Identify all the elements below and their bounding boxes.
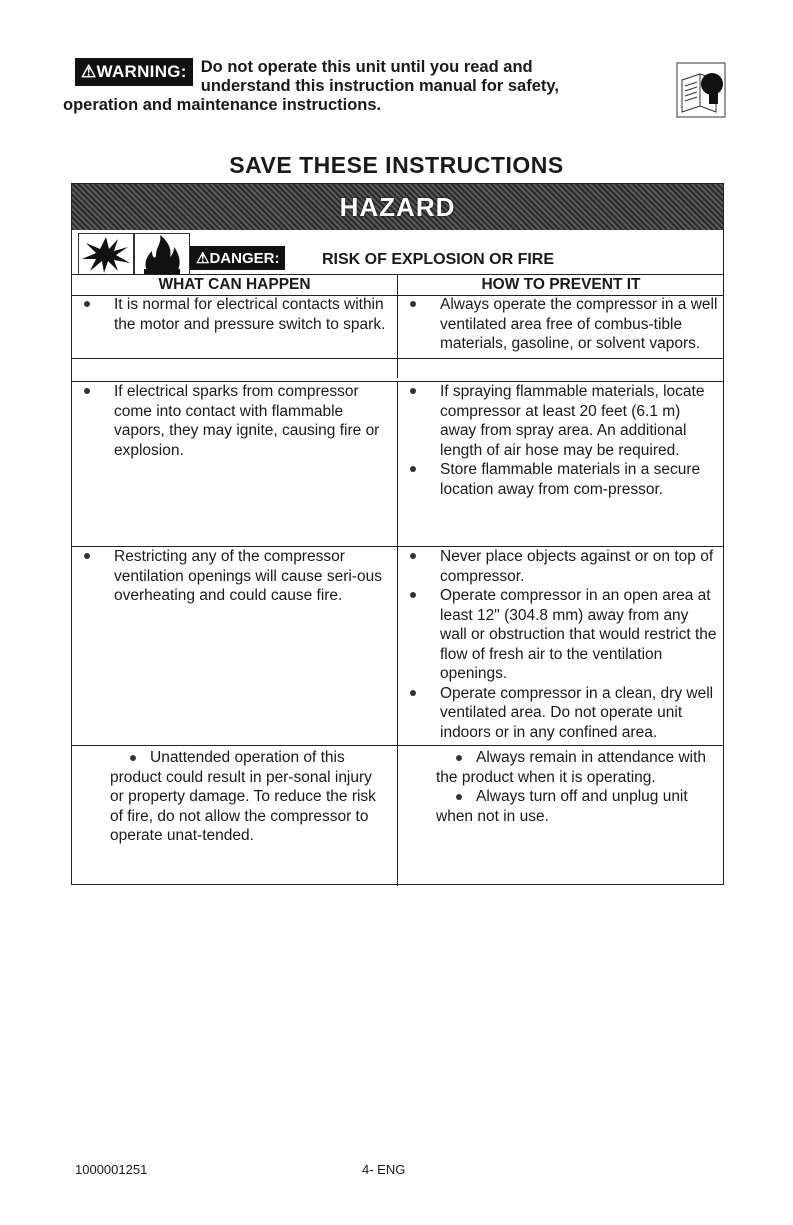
how-to-prevent-cell bbox=[397, 295, 724, 378]
list-item bbox=[72, 547, 397, 606]
table-row bbox=[72, 746, 723, 884]
paragraph bbox=[398, 787, 724, 826]
bullet-icon bbox=[456, 794, 462, 800]
paragraph bbox=[398, 748, 724, 787]
bullet-icon bbox=[456, 755, 462, 761]
column-header-how-to-prevent: HOW TO PREVENT IT bbox=[397, 274, 724, 296]
bullet-icon bbox=[410, 466, 416, 472]
hazard-banner-label: HAZARD bbox=[339, 192, 456, 222]
how-to-prevent-cell bbox=[397, 746, 724, 886]
list-item bbox=[398, 586, 724, 684]
list-item-text: Store flammable materials in a secure location away from com-pressor. bbox=[440, 461, 701, 498]
bullet-icon bbox=[84, 553, 90, 559]
list-item bbox=[398, 382, 724, 460]
warning-line-3: operation and maintenance instructions. bbox=[63, 96, 382, 114]
bullet-icon bbox=[410, 388, 416, 394]
hazard-table bbox=[71, 183, 724, 885]
danger-badge: ⚠DANGER: bbox=[190, 246, 285, 270]
warning-text bbox=[193, 58, 559, 96]
risk-title: RISK OF EXPLOSION OR FIRE bbox=[322, 251, 555, 268]
list-item-text: Operate compressor in an open area at least 12" (304.8 mm) away from any wall or obstruction that would restrict the flow of fresh air to the ventilation openings. bbox=[440, 587, 717, 682]
paragraph-text: Always turn off and unplug unit when not in use. bbox=[436, 788, 688, 825]
bullet-icon bbox=[84, 301, 90, 307]
bullet-icon bbox=[410, 553, 416, 559]
list-item bbox=[398, 547, 724, 586]
list-item-text: Never place objects against or on top of compressor. bbox=[440, 548, 714, 585]
list-item-text: It is normal for electrical contacts within the motor and pressure switch to spark. bbox=[114, 296, 386, 333]
how-to-prevent-cell bbox=[397, 547, 724, 745]
hazard-banner bbox=[72, 184, 723, 230]
what-can-happen-cell bbox=[72, 746, 397, 886]
warning-row bbox=[75, 58, 635, 96]
bullet-icon bbox=[130, 755, 136, 761]
what-can-happen-cell bbox=[72, 295, 397, 358]
bullet-icon bbox=[410, 690, 416, 696]
list-item bbox=[72, 295, 397, 334]
list-item-text: Always operate the compressor in a well ventilated area free of combus-tible materials, gasoline, or solvent vapors. bbox=[440, 296, 718, 352]
paragraph-text: Always remain in attendance with the product when it is operating. bbox=[436, 749, 707, 786]
warning-line-1: Do not operate this unit until you read and bbox=[200, 58, 533, 76]
how-to-prevent-cell bbox=[397, 382, 724, 546]
list-item bbox=[398, 684, 724, 743]
warning-block bbox=[63, 58, 635, 115]
fire-icon bbox=[134, 233, 190, 275]
document-number: 1000001251 bbox=[75, 1162, 148, 1177]
bullet-icon bbox=[84, 388, 90, 394]
paragraph-text: Unattended operation of this product could result in per-sonal injury or property damage. To reduce the risk of fire, do not allow the compressor to operate unat-tended. bbox=[110, 749, 376, 844]
paragraph bbox=[72, 748, 397, 846]
bullet-icon bbox=[410, 301, 416, 307]
warning-badge: ⚠WARNING: bbox=[75, 58, 193, 86]
warning-line-2: understand this instruction manual for safety, bbox=[200, 77, 559, 95]
list-item-text: Operate compressor in a clean, dry well ventilated area. Do not operate unit indoors or in any confined area. bbox=[440, 684, 714, 741]
save-instructions-title: SAVE THESE INSTRUCTIONS bbox=[229, 152, 564, 178]
read-manual-icon bbox=[676, 62, 726, 118]
risk-row bbox=[72, 230, 723, 274]
list-item-text: Restricting any of the compressor ventilation openings will cause seri-ous overheating and could cause fire. bbox=[114, 548, 382, 604]
list-item-text: If spraying flammable materials, locate compressor at least 20 feet (6.1 m) away from spray area. An additional length of air hose may be required. bbox=[440, 383, 705, 459]
explosion-icon bbox=[78, 233, 134, 275]
table-row bbox=[72, 382, 723, 547]
page-number: 4- ENG bbox=[362, 1162, 406, 1177]
table-row bbox=[72, 547, 723, 746]
bullet-icon bbox=[410, 592, 416, 598]
what-can-happen-cell bbox=[72, 382, 397, 546]
table-row bbox=[72, 295, 723, 359]
list-item bbox=[398, 295, 724, 354]
list-item-text: If electrical sparks from compressor come into contact with flammable vapors, they may ignite, causing fire or explosion. bbox=[114, 383, 380, 459]
list-item bbox=[72, 382, 397, 460]
list-item bbox=[398, 460, 724, 499]
what-can-happen-cell bbox=[72, 547, 397, 745]
column-header-what-can-happen: WHAT CAN HAPPEN bbox=[72, 274, 397, 296]
